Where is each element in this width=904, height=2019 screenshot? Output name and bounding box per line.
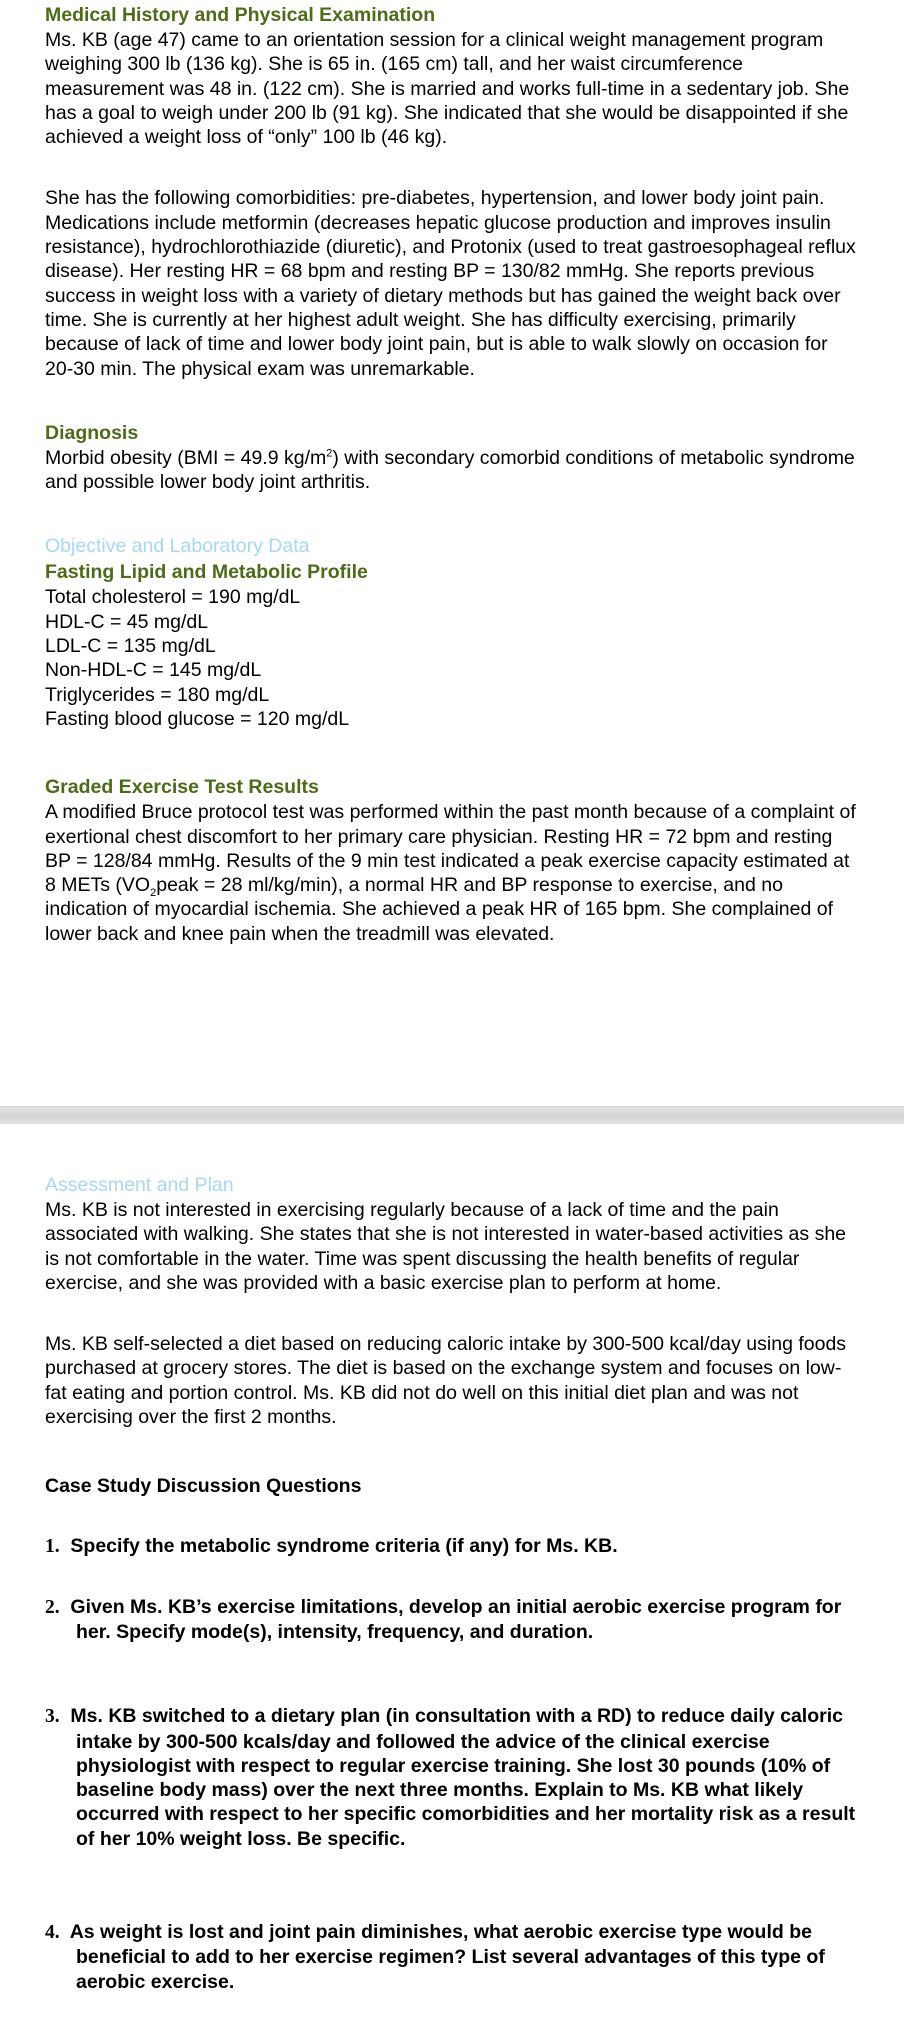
exercise-test-text-after: peak = 28 ml/kg/min), a normal HR and BP response to exercise, and no indication of myocardial ischemia. She achieved a peak HR of 165 bpm. She complained of lower back and knee pain when the treadmill was elevated. xyxy=(45,874,834,945)
question-1-text: Specify the metabolic syndrome criteria (if any) for Ms. KB. xyxy=(70,1535,618,1558)
exercise-test-text xyxy=(45,800,860,946)
question-3 xyxy=(45,1704,860,1851)
lab-triglycerides: Triglycerides = 180 mg/dL xyxy=(45,683,270,706)
question-3-text: Ms. KB switched to a dietary plan (in consultation with a RD) to reduce daily caloric intake by 300-500 kcals/day and followed the advice of the clinical exercise physiologist with respect to regular exercise training. She lost 30 pounds (10% of baseline body mass) over the next three months. Explain to Ms. KB what likely occurred with respect to her specific comorbidities and her mortality risk as a result of her 10% weight loss. Be specific. xyxy=(70,1705,856,1850)
exercise-test-heading: Graded Exercise Test Results xyxy=(45,776,319,799)
assessment-paragraph-1: Ms. KB is not interested in exercising regularly because of a lack of time and the pain associated with walking. She states that she is not interested in water-based activities as she is not comfortable in the water. Time was spent discussing the health benefits of regular exercise, and she was provided with a basic exercise plan to perform at home. xyxy=(45,1199,847,1294)
lab-fasting-glucose: Fasting blood glucose = 120 mg/dL xyxy=(45,707,350,730)
assessment-section xyxy=(45,1172,860,1994)
question-1 xyxy=(45,1534,860,1559)
question-1-number: 1. xyxy=(45,1536,60,1558)
assessment-heading: Assessment and Plan xyxy=(45,1174,234,1196)
document-page-2 xyxy=(0,1124,904,2019)
question-4 xyxy=(45,1920,860,1994)
medical-history-section xyxy=(45,2,860,946)
question-4-number: 4. xyxy=(45,1922,60,1944)
discussion-questions-heading: Case Study Discussion Questions xyxy=(45,1475,362,1498)
lab-values-list xyxy=(45,585,860,731)
medical-history-paragraph-1: Ms. KB (age 47) came to an orientation session for a clinical weight management program weighing 300 lb (136 kg). She is 65 in. (165 cm) tall, and her waist circumference measurement was 48 in. (122 cm). She is married and works full-time in a sedentary job. She has a goal to weigh under 200 lb (91 kg). She indicated that she would be disappointed if she achieved a weight loss of “only” 100 lb (46 kg). xyxy=(45,29,850,149)
diagnosis-text xyxy=(45,446,860,495)
question-2 xyxy=(45,1595,860,1645)
diagnosis-superscript: 2 xyxy=(326,447,333,460)
lab-ldl: LDL-C = 135 mg/dL xyxy=(45,635,216,658)
lipid-profile-heading: Fasting Lipid and Metabolic Profile xyxy=(45,561,368,584)
diagnosis-text-before: Morbid obesity (BMI = 49.9 kg/m xyxy=(45,446,327,469)
question-4-text: As weight is lost and joint pain diminishes, what aerobic exercise type would be beneficial to add to her exercise regimen? List several advantages of this type of aerobic exercise. xyxy=(69,1921,825,1993)
diagnosis-heading: Diagnosis xyxy=(45,421,139,444)
question-2-text: Given Ms. KB’s exercise limitations, develop an initial aerobic exercise program for her. Specify mode(s), intensity, frequency, and duration. xyxy=(70,1595,842,1643)
exercise-test-text-before: A modified Bruce protocol test was performed within the past month because of a complaint of exertional chest discomfort to her primary care physician. Resting HR = 72 bpm and resting BP = 128/84 mmHg. Results of the 9 min test indicated a peak exercise capacity estimated at 8 METs (VO xyxy=(45,801,856,897)
lab-non-hdl: Non-HDL-C = 145 mg/dL xyxy=(45,659,262,682)
lab-total-cholesterol: Total cholesterol = 190 mg/dL xyxy=(45,586,301,609)
lab-hdl: HDL-C = 45 mg/dL xyxy=(45,610,209,633)
assessment-paragraph-2: Ms. KB self-selected a diet based on reducing caloric intake by 300-500 kcal/day using foods purchased at grocery stores. The diet is based on the exchange system and focuses on low-fat eating and portion control. Ms. KB did not do well on this initial diet plan and was not exercising over the first 2 months. xyxy=(45,1333,847,1429)
exercise-test-subscript: 2 xyxy=(150,887,157,900)
question-2-number: 2. xyxy=(45,1596,60,1618)
medical-history-paragraph-2: She has the following comorbidities: pre-diabetes, hypertension, and lower body joint pain. Medications include metformin (decreases hepatic glucose production and improves insulin resistance), hydrochlorothiazide (diuretic), and Protonix (used to treat gastroesophageal reflux disease). Her resting HR = 68 bpm and resting BP = 130/82 mmHg. She reports previous success in weight loss with a variety of dietary methods but has gained the weight back over time. She is currently at her highest adult weight. She has difficulty exercising, primarily because of lack of time and lower body joint pain, but is able to walk slowly on occasion for 20-30 min. The physical exam was unremarkable. xyxy=(45,187,856,380)
medical-history-heading: Medical History and Physical Examination xyxy=(45,4,436,26)
diagnosis-text-after: ) with secondary comorbid conditions of metabolic syndrome and possible lower body joint arthritis. xyxy=(45,446,855,494)
objective-heading: Objective and Laboratory Data xyxy=(45,535,310,558)
question-3-number: 3. xyxy=(45,1706,60,1728)
